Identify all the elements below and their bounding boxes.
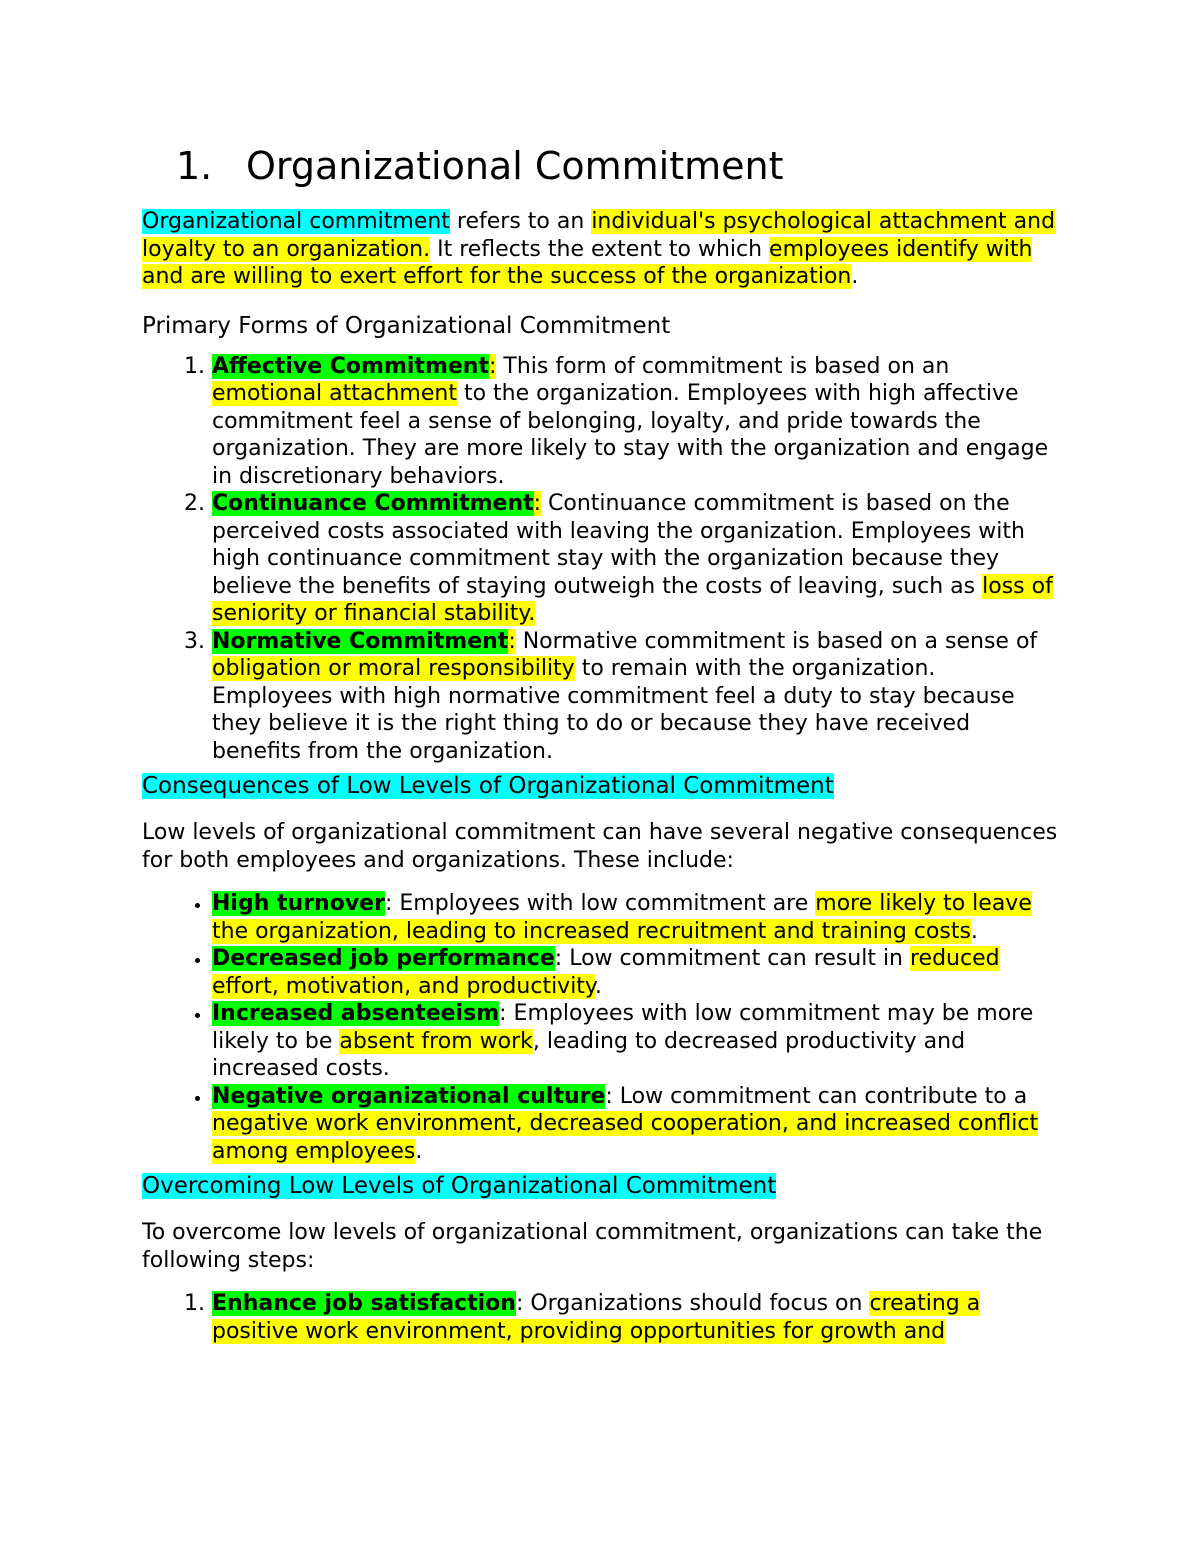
- item-text: Low commitment can result in: [562, 946, 910, 971]
- overcoming-intro: To overcome low levels of organizational commitment, organizations can take the following steps:: [142, 1220, 1043, 1273]
- steps-list: [142, 1290, 1060, 1345]
- item-colon: :: [605, 1083, 613, 1109]
- item-text: Employees with low commitment are: [392, 891, 816, 916]
- intro-highlight: employees identify with and are willing to exert effort for the success of the organization: [142, 236, 1033, 289]
- item-highlight: negative work environment, decreased cooperation, and increased conflict among employees: [212, 1111, 1039, 1164]
- item-colon: :: [499, 1001, 507, 1026]
- item-highlight: obligation or moral responsibility: [212, 656, 575, 681]
- item-text: .: [594, 973, 602, 999]
- page-title: [176, 140, 1060, 192]
- consequences-list: [142, 890, 1060, 1165]
- item-colon: :: [554, 946, 563, 971]
- list-item: [212, 628, 1060, 766]
- item-term: Enhance job satisfaction: [212, 1291, 516, 1316]
- item-term: Normative Commitment: [212, 628, 509, 654]
- list-item: [212, 1000, 1060, 1083]
- overcoming-heading: [142, 1171, 1060, 1201]
- item-text: to the organization. Employees with high affective commitment feel a sense of belonging, loyalty, and pride towards the organization. They are more likely to stay with the organization and engage in discretionary behaviors.: [212, 381, 1049, 489]
- item-term: Negative organizational culture: [212, 1083, 606, 1109]
- item-text: .: [970, 918, 978, 944]
- item-highlight: loss of seniority or financial stability.: [212, 573, 1053, 626]
- forms-heading: Primary Forms of Organizational Commitment: [142, 312, 671, 339]
- intro-text: .: [851, 264, 859, 289]
- list-item: [212, 890, 1060, 945]
- list-item: [212, 945, 1060, 1000]
- item-highlight: more likely to leave the organization, leading to increased recruitment and training costs: [212, 891, 1032, 944]
- title-text: Organizational Commitment: [246, 144, 784, 188]
- item-term: Continuance Commitment: [212, 491, 534, 516]
- item-text: Organizations should focus on: [523, 1291, 870, 1316]
- item-highlight: reduced effort, motivation, and productivity: [212, 946, 1000, 999]
- item-term: High turnover: [212, 891, 385, 916]
- intro-text: refers to an: [449, 209, 592, 234]
- item-highlight: absent from work: [339, 1028, 533, 1054]
- list-item: [212, 490, 1060, 628]
- list-item: [212, 353, 1060, 491]
- consequences-intro: Low levels of organizational commitment can have several negative consequences for both employees and organizations. These include:: [142, 820, 1058, 873]
- list-item: [212, 1083, 1060, 1166]
- item-text: .: [415, 1138, 423, 1164]
- intro-term: Organizational commitment: [142, 209, 450, 234]
- intro-highlight: individual's psychological attachment and loyalty to an organization.: [142, 209, 1056, 262]
- intro-text: It reflects the extent to which: [430, 236, 770, 262]
- item-colon: :: [508, 628, 516, 654]
- consequences-heading: [142, 771, 1060, 801]
- item-highlight: creating a positive work environment, providing opportunities for growth and: [212, 1291, 981, 1344]
- item-term: Decreased job performance: [212, 946, 555, 971]
- item-term: Increased absenteeism: [212, 1001, 500, 1026]
- item-colon: :: [488, 353, 497, 379]
- intro-paragraph: [142, 208, 1060, 291]
- item-colon: :: [533, 491, 542, 516]
- title-number: 1.: [176, 144, 213, 188]
- list-item: [212, 1290, 1060, 1345]
- item-text: Normative commitment is based on a sense of: [515, 628, 1038, 654]
- item-colon: :: [515, 1291, 524, 1316]
- item-text: Employees with low commitment may be more likely to be: [212, 1001, 1034, 1054]
- item-text: to remain with the organization. Employees with high normative commitment feel a duty to stay because they believe it is the right thing to do or because they have received benefits from the organization.: [212, 656, 1015, 764]
- item-text: Continuance commitment is based on the perceived costs associated with leaving the organization. Employees with high continuance commitment stay with the organization because they believe the benefits of staying outweigh the costs of leaving, such as: [212, 491, 1025, 599]
- heading-text: Consequences of Low Levels of Organizational Commitment: [142, 773, 834, 799]
- item-highlight: emotional attachment: [212, 381, 457, 406]
- item-text: , leading to decreased productivity and increased costs.: [212, 1028, 966, 1081]
- item-text: Low commitment can contribute to a: [612, 1083, 1028, 1109]
- heading-text: Overcoming Low Levels of Organizational Commitment: [142, 1173, 777, 1199]
- item-text: This form of commitment is based on an: [496, 353, 950, 379]
- item-colon: :: [384, 891, 393, 916]
- item-term: Affective Commitment: [212, 353, 489, 379]
- forms-list: [142, 353, 1060, 766]
